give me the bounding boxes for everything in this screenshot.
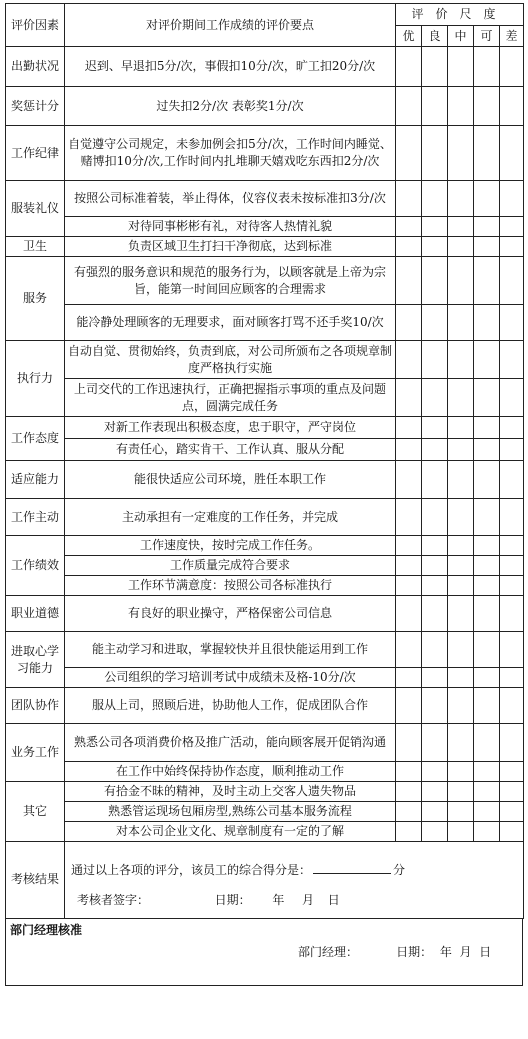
criteria-cell: 有强烈的服务意识和规范的服务行为，以顾客就是上帝为宗旨，能第一时间回应顾客的合理需求 — [65, 257, 396, 305]
score-cell[interactable] — [500, 556, 524, 576]
score-cell[interactable] — [448, 341, 474, 379]
score-cell[interactable] — [500, 668, 524, 688]
criteria-cell: 能很快适应公司环境，胜任本职工作 — [65, 461, 396, 499]
score-cell[interactable] — [396, 688, 422, 724]
score-cell[interactable] — [500, 596, 524, 632]
criteria-cell: 对本公司企业文化、规章制度有一定的了解 — [65, 822, 396, 842]
score-cell[interactable] — [500, 782, 524, 802]
score-cell[interactable] — [422, 305, 448, 341]
criteria-cell: 对待同事彬彬有礼，对待客人热情礼貌 — [65, 217, 396, 237]
score-cell[interactable] — [396, 126, 422, 181]
score-cell[interactable] — [422, 802, 448, 822]
score-cell[interactable] — [448, 668, 474, 688]
table-row — [6, 305, 524, 341]
result-cell — [65, 842, 524, 918]
score-cell[interactable] — [474, 87, 500, 126]
approval-title: 部门经理核准 — [10, 922, 83, 937]
score-cell[interactable] — [474, 536, 500, 556]
score-cell[interactable] — [474, 47, 500, 87]
table-row — [6, 47, 524, 87]
factor-cell: 其它 — [6, 782, 65, 842]
score-cell[interactable] — [396, 668, 422, 688]
factor-cell: 执行力 — [6, 341, 65, 417]
score-cell[interactable] — [396, 47, 422, 87]
score-cell[interactable] — [474, 126, 500, 181]
criteria-cell: 服从上司，照顾后进，协助他人工作，促成团队合作 — [65, 688, 396, 724]
result-table — [5, 842, 524, 919]
score-cell[interactable] — [422, 724, 448, 762]
result-month: 月 — [302, 892, 315, 907]
score-cell[interactable] — [396, 632, 422, 668]
score-cell[interactable] — [474, 417, 500, 439]
score-cell[interactable] — [500, 126, 524, 181]
score-cell[interactable] — [422, 822, 448, 842]
criteria-cell: 自觉遵守公司规定，未参加例会扣5分/次，工作时间内睡觉、赌博扣10分/次,工作时间内扎堆聊天嬉戏吃东西扣2分/次 — [65, 126, 396, 181]
score-cell[interactable] — [396, 802, 422, 822]
score-cell[interactable] — [396, 257, 422, 305]
score-cell[interactable] — [422, 181, 448, 217]
score-cell[interactable] — [448, 499, 474, 536]
score-cell[interactable] — [448, 822, 474, 842]
factor-cell: 奖惩计分 — [6, 87, 65, 126]
score-cell[interactable] — [500, 499, 524, 536]
score-cell[interactable] — [448, 126, 474, 181]
header-factor: 评价因素 — [6, 4, 65, 47]
score-cell[interactable] — [500, 87, 524, 126]
factor-cell: 服务 — [6, 257, 65, 341]
result-year: 年 — [272, 892, 285, 907]
criteria-cell: 负责区域卫生打扫干净彻底，达到标准 — [65, 237, 396, 257]
approval-date-label: 日期： — [396, 944, 433, 959]
score-cell[interactable] — [396, 237, 422, 257]
table-row — [6, 556, 524, 576]
criteria-cell: 熟悉管运现场包厢房型,熟练公司基本服务流程 — [65, 802, 396, 822]
factor-cell: 工作态度 — [6, 417, 65, 461]
score-cell[interactable] — [474, 379, 500, 417]
score-cell[interactable] — [500, 724, 524, 762]
score-cell[interactable] — [448, 379, 474, 417]
score-cell[interactable] — [396, 499, 422, 536]
table-row — [6, 126, 524, 181]
score-cell[interactable] — [474, 257, 500, 305]
factor-cell: 职业道德 — [6, 596, 65, 632]
score-cell[interactable] — [396, 576, 422, 596]
header-points: 对评价期间工作成绩的评价要点 — [65, 4, 396, 47]
table-row — [6, 724, 524, 762]
criteria-cell: 有良好的职业操守，严格保密公司信息 — [65, 596, 396, 632]
score-cell[interactable] — [396, 822, 422, 842]
score-cell[interactable] — [500, 536, 524, 556]
criteria-cell: 有拾金不昧的精神，及时主动上交客人遗失物品 — [65, 782, 396, 802]
table-row — [6, 576, 524, 596]
score-cell[interactable] — [448, 596, 474, 632]
score-cell[interactable] — [500, 688, 524, 724]
score-cell[interactable] — [474, 802, 500, 822]
result-summary-line — [67, 861, 521, 879]
criteria-cell: 主动承担有一定难度的工作任务，并完成 — [65, 499, 396, 536]
score-cell[interactable] — [500, 217, 524, 237]
score-cell[interactable] — [422, 439, 448, 461]
factor-cell: 工作绩效 — [6, 536, 65, 596]
factor-cell: 工作纪律 — [6, 126, 65, 181]
score-cell[interactable] — [500, 341, 524, 379]
table-row — [6, 499, 524, 536]
score-cell[interactable] — [500, 181, 524, 217]
score-cell[interactable] — [422, 126, 448, 181]
criteria-cell: 公司组织的学习培训考试中成绩未及格-10分/次 — [65, 668, 396, 688]
criteria-cell: 工作速度快，按时完成工作任务。 — [65, 536, 396, 556]
score-cell[interactable] — [500, 379, 524, 417]
score-cell[interactable] — [396, 341, 422, 379]
factor-cell: 服装礼仪 — [6, 181, 65, 237]
criteria-cell: 按照公司标准着装，举止得体，仪容仪表未按标准扣3分/次 — [65, 181, 396, 217]
score-cell[interactable] — [500, 439, 524, 461]
total-score-field[interactable] — [313, 861, 391, 874]
factor-cell: 适应能力 — [6, 461, 65, 499]
table-row — [6, 379, 524, 417]
approval-day: 日 — [479, 944, 492, 959]
score-cell[interactable] — [396, 439, 422, 461]
score-cell[interactable] — [474, 596, 500, 632]
score-cell[interactable] — [396, 217, 422, 237]
criteria-cell: 熟悉公司各项消费价格及推广活动，能向顾客展开促销沟通 — [65, 724, 396, 762]
score-cell[interactable] — [448, 724, 474, 762]
score-cell[interactable] — [500, 257, 524, 305]
grade-poor: 差 — [500, 26, 524, 47]
score-cell[interactable] — [448, 217, 474, 237]
criteria-cell: 迟到、早退扣5分/次，事假扣10分/次，旷工扣20分/次 — [65, 47, 396, 87]
score-cell[interactable] — [500, 632, 524, 668]
score-cell[interactable] — [448, 632, 474, 668]
score-cell[interactable] — [422, 379, 448, 417]
approval-month: 月 — [459, 944, 472, 959]
factor-cell: 工作主动 — [6, 499, 65, 536]
score-cell[interactable] — [474, 439, 500, 461]
score-cell[interactable] — [500, 461, 524, 499]
criteria-cell: 自动自觉、贯彻始终，负责到底，对公司所颁布之各项规章制度严格执行实施 — [65, 341, 396, 379]
score-cell[interactable] — [500, 47, 524, 87]
manager-label: 部门经理： — [298, 944, 359, 959]
score-cell[interactable] — [448, 47, 474, 87]
score-cell[interactable] — [474, 305, 500, 341]
result-summary-prefix: 通过以上各项的评分，该员工的综合得分是： — [71, 862, 312, 877]
score-cell[interactable] — [448, 782, 474, 802]
table-row — [6, 782, 524, 802]
score-cell[interactable] — [500, 822, 524, 842]
score-cell[interactable] — [474, 217, 500, 237]
score-cell[interactable] — [474, 724, 500, 762]
score-cell[interactable] — [422, 782, 448, 802]
table-row — [6, 217, 524, 237]
score-cell[interactable] — [500, 417, 524, 439]
score-cell[interactable] — [422, 47, 448, 87]
criteria-cell: 有责任心，踏实肯干、工作认真、服从分配 — [65, 439, 396, 461]
score-cell[interactable] — [474, 782, 500, 802]
score-cell[interactable] — [448, 237, 474, 257]
score-cell[interactable] — [396, 536, 422, 556]
criteria-cell: 在工作中始终保持协作态度，顺利推动工作 — [65, 762, 396, 782]
score-cell[interactable] — [422, 576, 448, 596]
score-cell[interactable] — [448, 417, 474, 439]
table-row — [6, 762, 524, 782]
result-label: 考核结果 — [6, 842, 65, 918]
result-sign-line — [67, 891, 521, 909]
table-row — [6, 536, 524, 556]
table-row — [6, 596, 524, 632]
grade-good: 良 — [422, 26, 448, 47]
score-cell[interactable] — [448, 802, 474, 822]
score-cell[interactable] — [396, 461, 422, 499]
score-cell[interactable] — [422, 341, 448, 379]
score-cell[interactable] — [422, 461, 448, 499]
score-cell[interactable] — [448, 688, 474, 724]
score-cell[interactable] — [474, 461, 500, 499]
score-cell[interactable] — [474, 762, 500, 782]
score-cell[interactable] — [396, 305, 422, 341]
score-cell[interactable] — [448, 536, 474, 556]
table-row — [6, 439, 524, 461]
criteria-cell: 上司交代的工作迅速执行，正确把握指示事项的重点及问题点，圆满完成任务 — [65, 379, 396, 417]
score-cell[interactable] — [422, 762, 448, 782]
criteria-cell: 能主动学习和进取，掌握较快并且很快能运用到工作 — [65, 632, 396, 668]
criteria-cell: 对新工作表现出积极态度，忠于职守，严守岗位 — [65, 417, 396, 439]
score-cell[interactable] — [422, 237, 448, 257]
score-cell[interactable] — [422, 536, 448, 556]
table-row — [6, 181, 524, 217]
score-cell[interactable] — [448, 762, 474, 782]
score-cell[interactable] — [474, 668, 500, 688]
score-cell[interactable] — [396, 596, 422, 632]
score-cell[interactable] — [474, 341, 500, 379]
header-scale: 评价尺度 — [396, 4, 524, 26]
factor-cell: 团队协作 — [6, 688, 65, 724]
manager-approval — [5, 919, 523, 986]
score-cell[interactable] — [448, 305, 474, 341]
factor-cell: 业务工作 — [6, 724, 65, 782]
approval-sign-line — [298, 943, 491, 960]
score-cell[interactable] — [448, 461, 474, 499]
factor-cell: 出勤状况 — [6, 47, 65, 87]
score-cell[interactable] — [448, 87, 474, 126]
score-cell[interactable] — [500, 576, 524, 596]
score-cell[interactable] — [422, 217, 448, 237]
score-cell[interactable] — [396, 782, 422, 802]
table-row — [6, 822, 524, 842]
table-row — [6, 257, 524, 305]
score-cell[interactable] — [474, 499, 500, 536]
score-cell[interactable] — [422, 87, 448, 126]
approval-year: 年 — [439, 944, 452, 959]
score-cell[interactable] — [474, 181, 500, 217]
grade-fair: 可 — [474, 26, 500, 47]
score-cell[interactable] — [422, 556, 448, 576]
table-row — [6, 417, 524, 439]
table-row — [6, 87, 524, 126]
score-cell[interactable] — [396, 724, 422, 762]
result-date-label: 日期： — [214, 892, 251, 907]
score-cell[interactable] — [422, 688, 448, 724]
result-summary-suffix: 分 — [393, 862, 406, 877]
table-row — [6, 688, 524, 724]
table-row — [6, 802, 524, 822]
grade-excellent: 优 — [396, 26, 422, 47]
score-cell[interactable] — [500, 802, 524, 822]
score-cell[interactable] — [448, 576, 474, 596]
score-cell[interactable] — [474, 237, 500, 257]
criteria-cell: 过失扣2分/次 表彰奖1分/次 — [65, 87, 396, 126]
score-cell[interactable] — [448, 439, 474, 461]
criteria-cell: 工作质量完成符合要求 — [65, 556, 396, 576]
score-cell[interactable] — [396, 379, 422, 417]
score-cell[interactable] — [474, 632, 500, 668]
score-cell[interactable] — [422, 632, 448, 668]
table-row — [6, 237, 524, 257]
score-cell[interactable] — [396, 417, 422, 439]
score-cell[interactable] — [448, 257, 474, 305]
criteria-cell: 工作环节满意度：按照公司各标准执行 — [65, 576, 396, 596]
factor-cell: 卫生 — [6, 237, 65, 257]
evaluation-table — [5, 3, 524, 842]
score-cell[interactable] — [422, 596, 448, 632]
score-cell[interactable] — [396, 87, 422, 126]
table-row — [6, 341, 524, 379]
score-cell[interactable] — [396, 762, 422, 782]
score-cell[interactable] — [422, 499, 448, 536]
score-cell[interactable] — [474, 576, 500, 596]
table-row — [6, 668, 524, 688]
score-cell[interactable] — [474, 822, 500, 842]
result-day: 日 — [327, 892, 340, 907]
score-cell[interactable] — [422, 257, 448, 305]
factor-cell: 进取心学习能力 — [6, 632, 65, 688]
table-row — [6, 632, 524, 668]
score-cell[interactable] — [422, 417, 448, 439]
score-cell[interactable] — [396, 556, 422, 576]
score-cell[interactable] — [448, 556, 474, 576]
score-cell[interactable] — [448, 181, 474, 217]
score-cell[interactable] — [500, 762, 524, 782]
grade-average: 中 — [448, 26, 474, 47]
score-cell[interactable] — [474, 556, 500, 576]
criteria-cell: 能冷静处理顾客的无理要求，面对顾客打骂不还手奖10/次 — [65, 305, 396, 341]
score-cell[interactable] — [396, 181, 422, 217]
score-cell[interactable] — [500, 237, 524, 257]
score-cell[interactable] — [422, 668, 448, 688]
table-row — [6, 461, 524, 499]
evaluation-form — [5, 3, 523, 986]
signer-label: 考核者签字： — [77, 892, 150, 907]
score-cell[interactable] — [474, 688, 500, 724]
score-cell[interactable] — [500, 305, 524, 341]
